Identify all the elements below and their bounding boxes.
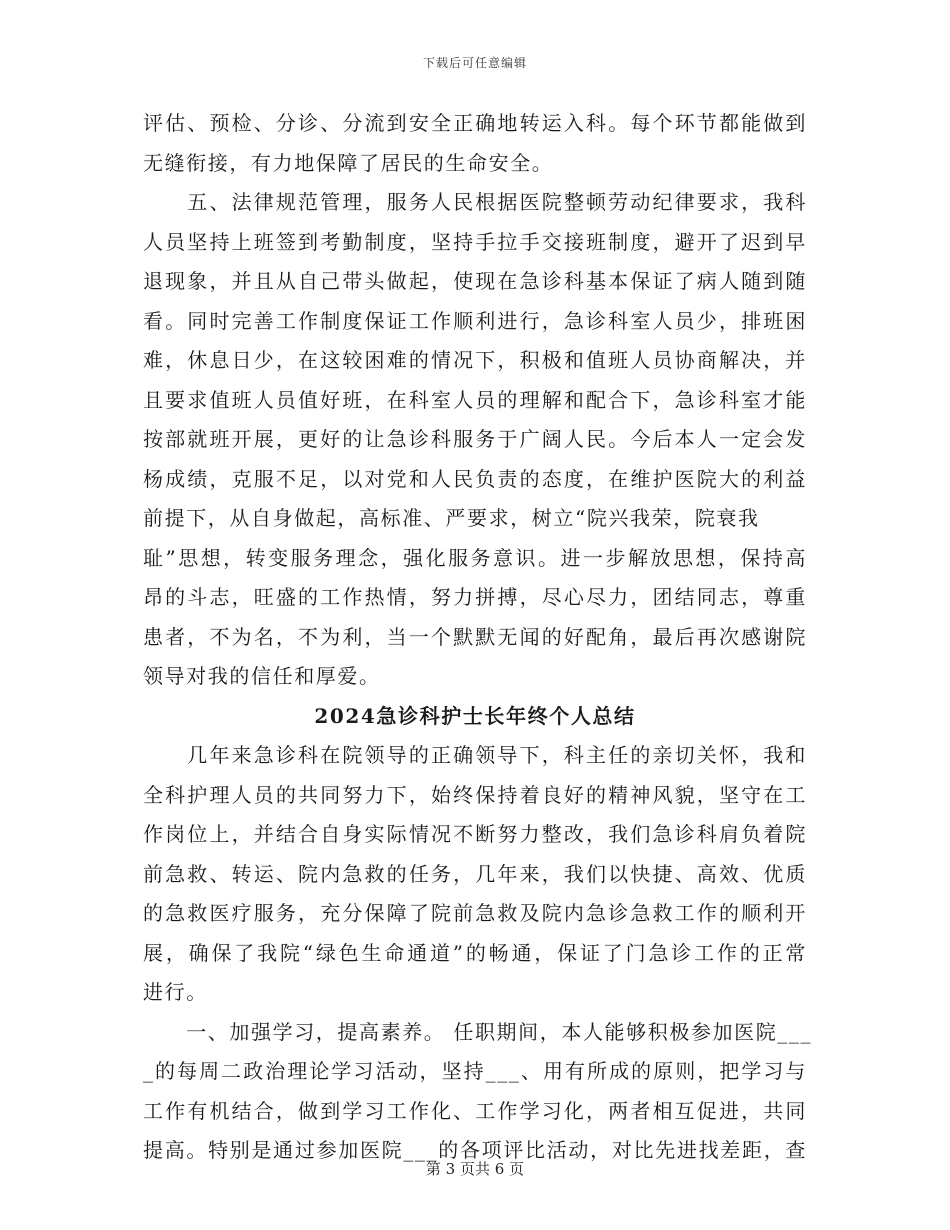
text-line: 耻”思想，转变服务理念，强化服务意识。进一步解放思想，保持高	[143, 545, 807, 570]
text-line: 一、加强学习，提高素养。 任职期间，本人能够积极参加医院___	[143, 1019, 813, 1044]
text-line: 人员坚持上班签到考勤制度，坚持手拉手交接班制度，避开了迟到早	[143, 229, 807, 254]
text-line: 领导对我的信任和厚爱。	[143, 664, 381, 688]
text-line: 无缝衔接，有力地保障了居民的生命安全。	[143, 150, 554, 175]
text-line: 全科护理人员的共同努力下，始终保持着良好的精神风貌，坚守在工	[143, 782, 807, 807]
text-line: 昂的斗志，旺盛的工作热情，努力拼搏，尽心尽力，团结同志，尊重	[143, 585, 807, 609]
text-line: 的急救医疗服务，充分保障了院前急救及院内急诊急救工作的顺利开	[143, 901, 807, 925]
text-line: 难，休息日少，在这较困难的情况下，积极和值班人员协商解决，并	[143, 348, 807, 372]
text-line: 杨成绩，克服不足，以对党和人民负责的态度，在维护医院大的利益	[143, 466, 807, 491]
text-line: _的每周二政治理论学习活动，坚持___、用有所成的原则，把学习与	[143, 1059, 807, 1083]
text-line: 前急救、转运、院内急救的任务，几年来，我们以快捷、高效、优质	[143, 861, 807, 886]
text-line: 按部就班开展，更好的让急诊科服务于广阔人民。今后本人一定会发	[143, 427, 807, 451]
text-line: 前提下，从自身做起，高标准、严要求，树立“院兴我荣，院衰我	[143, 506, 760, 530]
text-line: 进行。	[143, 980, 208, 1004]
text-line: 工作有机结合，做到学习工作化、工作学习化，两者相互促进，共同	[143, 1098, 807, 1123]
text-line: 五、法律规范管理，服务人民根据医院整顿劳动纪律要求，我科	[143, 190, 807, 214]
document-body	[143, 104, 813, 1171]
section-title: 2024急诊科护士长年终个人总结	[314, 703, 636, 728]
text-line: 且要求值班人员值好班，在科室人员的理解和配合下，急诊科室才能	[143, 387, 807, 412]
page-footer: 第 3 页共 6 页	[425, 1160, 525, 1178]
page-header: 下载后可任意编辑	[422, 56, 527, 70]
text-line: 几年来急诊科在院领导的正确领导下，科主任的亲切关怀，我和	[143, 743, 807, 767]
text-line: 展，确保了我院“绿色生命通道”的畅通，保证了门急诊工作的正常	[143, 940, 807, 965]
text-line: 患者，不为名，不为利，当一个默默无闻的好配角，最后再次感谢院	[143, 624, 807, 649]
text-line: 看。同时完善工作制度保证工作顺利进行，急诊科室人员少，排班困	[143, 308, 807, 333]
text-line: 评估、预检、分诊、分流到安全正确地转运入科。每个环节都能做到	[143, 111, 807, 135]
text-line: 退现象，并且从自己带头做起，使现在急诊科基本保证了病人随到随	[143, 269, 807, 293]
text-line: 作岗位上，并结合自身实际情况不断努力整改，我们急诊科肩负着院	[143, 822, 807, 846]
text-line: 提高。特别是通过参加医院___的各项评比活动，对比先进找差距，查	[143, 1138, 807, 1162]
